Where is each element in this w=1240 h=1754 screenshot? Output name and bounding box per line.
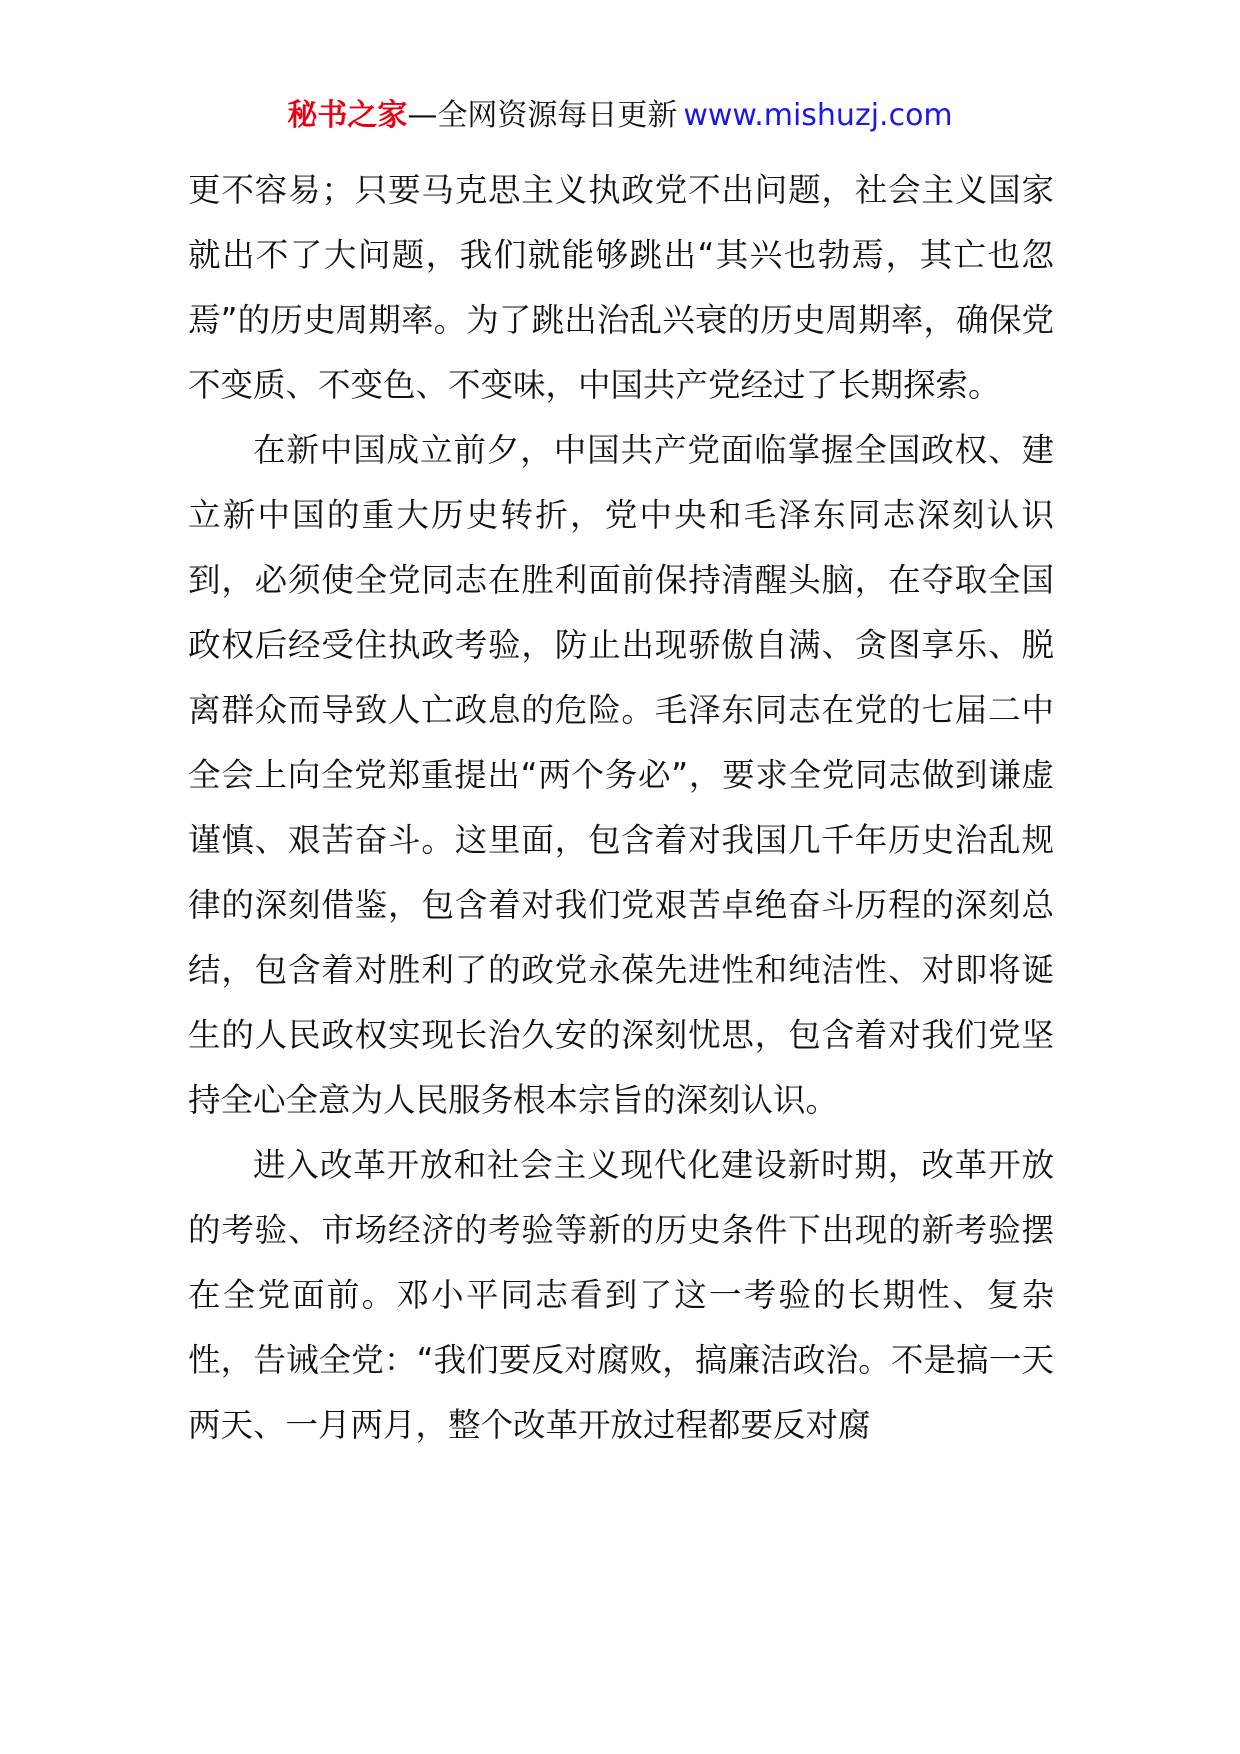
website-link[interactable]: www.mishuzj.com (683, 98, 953, 133)
header-tagline: —全网资源每日更新 (407, 98, 678, 133)
paragraph-continued: 更不容易；只要马克思主义执政党不出问题，社会主义国家就出不了大问题，我们就能够跳出“其兴也勃焉，其亡也忽焉”的历史周期率。为了跳出治乱兴衰的历史周期率，确保党不变质、不变色、不变味，中国共产党经过了长期探索。 (188, 171, 1054, 404)
brand-name: 秘书之家 (287, 98, 408, 133)
document-body (188, 158, 1054, 1458)
paragraph: 在新中国成立前夕，中国共产党面临掌握全国政权、建立新中国的重大历史转折，党中央和毛泽东同志深刻认识到，必须使全党同志在胜利面前保持清醒头脑，在夺取全国政权后经受住执政考验，防止出现骄傲自满、贪图享乐、脱离群众而导致人亡政息的危险。毛泽东同志在党的七届二中全会上向全党郑重提出“两个务必”，要求全党同志做到谦虚谨慎、艰苦奋斗。这里面，包含着对我国几千年历史治乱规律的深刻借鉴，包含着对我们党艰苦卓绝奋斗历程的深刻总结，包含着对胜利了的政党永葆先进性和纯洁性、对即将诞生的人民政权实现长治久安的深刻忧思，包含着对我们党坚持全心全意为人民服务根本宗旨的深刻认识。 (188, 431, 1054, 1119)
page-header (0, 96, 1240, 136)
paragraph: 进入改革开放和社会主义现代化建设新时期，改革开放的考验、市场经济的考验等新的历史条件下出现的新考验摆在全党面前。邓小平同志看到了这一考验的长期性、复杂性，告诫全党：“我们要反对腐败，搞廉洁政治。不是搞一天两天、一月两月，整个改革开放过程都要反对腐 (188, 1146, 1054, 1444)
